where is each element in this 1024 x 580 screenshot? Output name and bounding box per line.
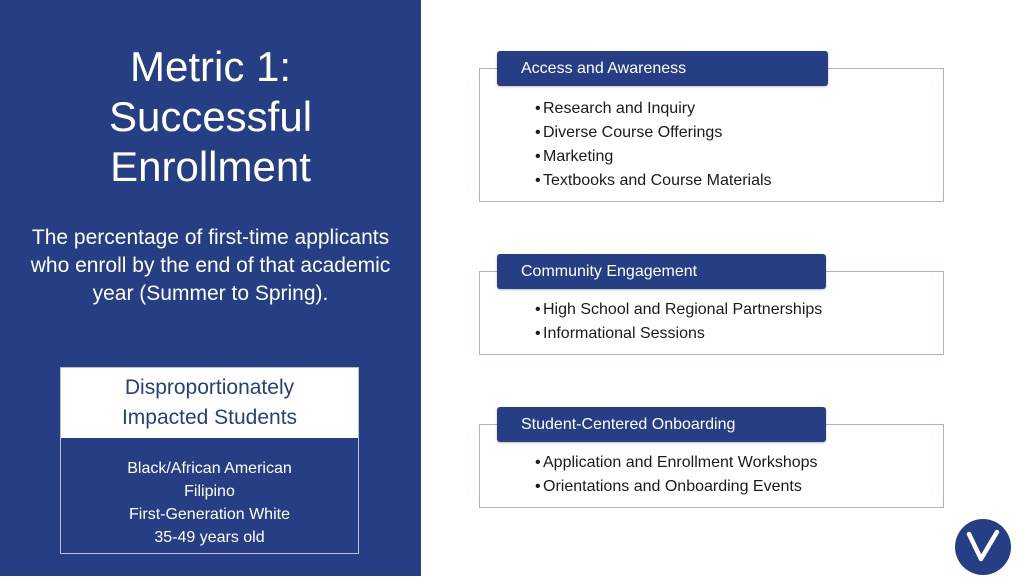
section-community-engagement — [479, 254, 944, 355]
header-line: Disproportionately — [124, 376, 295, 399]
bullet-dot: • — [535, 325, 541, 342]
bullet-text: Informational Sessions — [543, 325, 705, 342]
bullet-item — [535, 145, 772, 169]
bullet-dot: • — [535, 478, 541, 495]
bullet-item — [535, 322, 822, 346]
bullet-item — [535, 475, 818, 499]
title-line: Metric 1: — [129, 43, 292, 90]
bullet-text: Marketing — [543, 148, 614, 165]
impacted-group: First-Generation White — [129, 506, 290, 523]
bullet-list — [535, 451, 818, 499]
bullet-dot: • — [535, 301, 541, 318]
bullet-dot: • — [535, 172, 541, 189]
bullet-dot: • — [535, 454, 541, 471]
section-header: Access and Awareness — [497, 51, 828, 86]
impacted-group: Black/African American — [127, 460, 292, 477]
v-logo-icon — [955, 519, 1011, 575]
bullet-list — [535, 97, 772, 193]
bullet-text: Textbooks and Course Materials — [543, 172, 772, 189]
header-line: Impacted Students — [121, 406, 298, 429]
left-panel — [0, 0, 421, 576]
bullet-text: Application and Enrollment Workshops — [543, 454, 818, 471]
bullet-dot: • — [535, 100, 541, 117]
v-logo-glyph — [955, 519, 1011, 575]
impacted-group: 35-49 years old — [154, 529, 265, 546]
metric-description: The percentage of first-time applicants who enroll by the end of that academic year (Summer to Spring). — [30, 226, 391, 305]
section-access-awareness — [479, 51, 944, 202]
bullet-item — [535, 121, 772, 145]
bullet-item — [535, 298, 822, 322]
section-header: Community Engagement — [497, 254, 826, 289]
bullet-text: Diverse Course Offerings — [543, 124, 723, 141]
bullet-item — [535, 97, 772, 121]
bullet-list — [535, 298, 822, 346]
slide-title — [0, 42, 421, 192]
bullet-text: Research and Inquiry — [543, 100, 696, 117]
impacted-students-box — [60, 367, 359, 554]
title-line: Successful — [108, 93, 313, 140]
bullet-item — [535, 451, 818, 475]
bullet-item — [535, 169, 772, 193]
impacted-students-list — [61, 438, 358, 549]
title-line: Enrollment — [110, 143, 311, 190]
impacted-group: Filipino — [184, 483, 235, 500]
impacted-students-header — [61, 368, 358, 438]
section-header: Student-Centered Onboarding — [497, 407, 826, 442]
bullet-dot: • — [535, 148, 541, 165]
bullet-text: Orientations and Onboarding Events — [543, 478, 802, 495]
bullet-dot: • — [535, 124, 541, 141]
bullet-text: High School and Regional Partnerships — [543, 301, 823, 318]
section-student-onboarding — [479, 407, 944, 508]
